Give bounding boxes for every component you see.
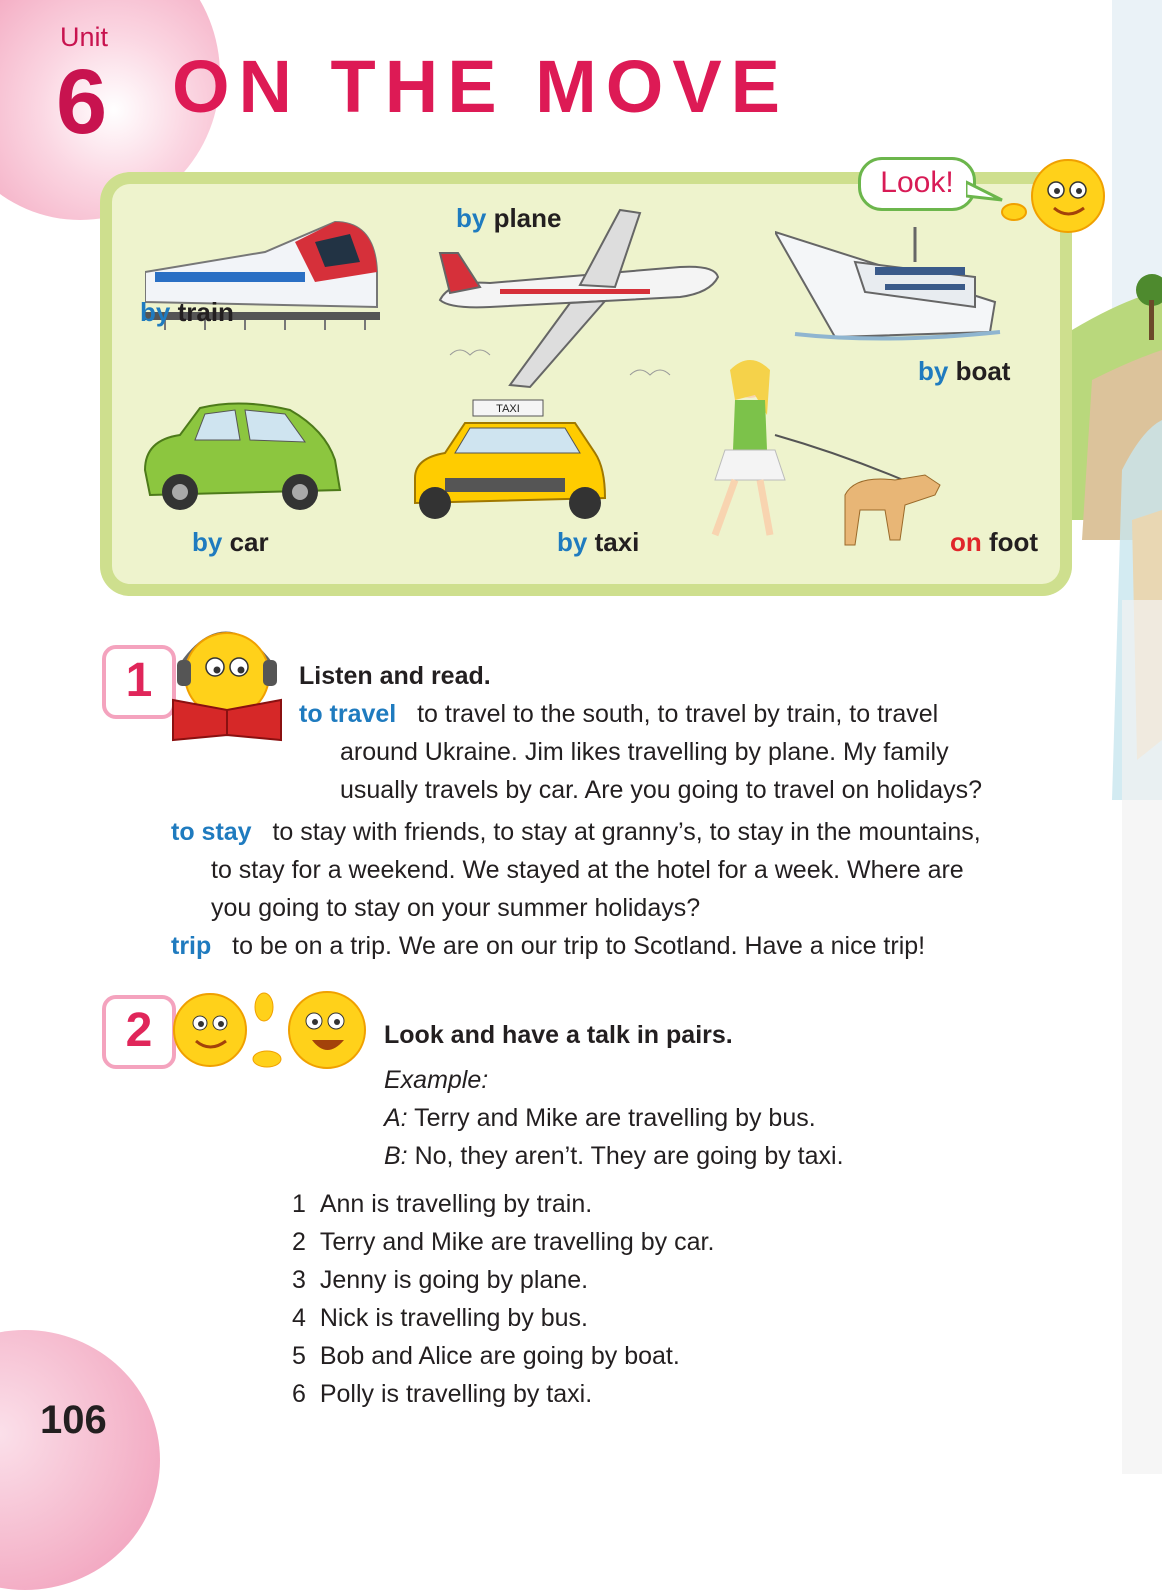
- walking-girl-with-dog-icon: [695, 355, 965, 555]
- exercise-2-title: Look and have a talk in pairs.: [384, 1021, 733, 1049]
- label-by-plane: by plane: [456, 203, 562, 233]
- list-item: 4 Nick is travelling by bus.: [292, 1304, 588, 1332]
- list-item: 1 Ann is travelling by train.: [292, 1190, 593, 1218]
- look-speech-bubble: Look!: [858, 157, 976, 211]
- keyword-to-travel: to travel: [299, 700, 397, 728]
- entry-to-travel: to travel to travel to the south, to travel by train, to travel: [299, 700, 939, 728]
- entry-to-stay-line-3: you going to stay on your summer holidays?: [211, 894, 701, 922]
- label-by-boat: by boat: [918, 356, 1011, 386]
- unit-title: ON THE MOVE: [172, 45, 790, 128]
- page-number-background: [0, 1330, 160, 1590]
- example-line-b: B: No, they aren’t. They are going by taxi.: [384, 1142, 844, 1170]
- reading-smiley-headphones-icon: [165, 615, 290, 743]
- taxi-icon: [405, 398, 610, 528]
- list-item: 2 Terry and Mike are travelling by car.: [292, 1228, 715, 1256]
- entry-to-stay: to stay to stay with friends, to stay at granny’s, to stay in the mountains,: [171, 818, 981, 846]
- car-icon: [140, 400, 345, 515]
- label-by-taxi: by taxi: [557, 527, 640, 557]
- list-item: 6 Polly is travelling by taxi.: [292, 1380, 593, 1408]
- entry-to-travel-line-3: usually travels by car. Are you going to travel on holidays?: [340, 776, 983, 804]
- entry-trip: trip to be on a trip. We are on our trip to Scotland. Have a nice trip!: [171, 932, 926, 960]
- keyword-trip: trip: [171, 932, 212, 960]
- keyword-to-stay: to stay: [171, 818, 252, 846]
- unit-number: 6: [56, 51, 108, 153]
- label-by-car: by car: [192, 527, 269, 557]
- exercise-1-number: 1: [102, 645, 176, 719]
- unit-label: Unit: [60, 22, 109, 52]
- page-number: 106: [40, 1398, 107, 1442]
- entry-to-travel-line-2: around Ukraine. Jim likes travelling by plane. My family: [340, 738, 949, 766]
- svg-text:TAXI: TAXI: [496, 403, 520, 415]
- exercise-1-title: Listen and read.: [299, 662, 491, 690]
- list-item: 5 Bob and Alice are going by boat.: [292, 1342, 680, 1370]
- example-line-a: A: Terry and Mike are travelling by bus.: [384, 1104, 816, 1132]
- label-by-train: by train: [140, 297, 234, 327]
- smiley-icon: [1000, 158, 1110, 238]
- label-on-foot: on foot: [950, 527, 1039, 557]
- exercise-2-number: 2: [102, 995, 176, 1069]
- entry-to-stay-line-2: to stay for a weekend. We stayed at the hotel for a week. Where are: [211, 856, 964, 884]
- example-label: Example:: [384, 1066, 489, 1094]
- boat-icon: [775, 222, 1010, 347]
- list-item: 3 Jenny is going by plane.: [292, 1266, 589, 1294]
- talking-smileys-icon: [172, 985, 372, 1075]
- plane-icon: [430, 205, 725, 400]
